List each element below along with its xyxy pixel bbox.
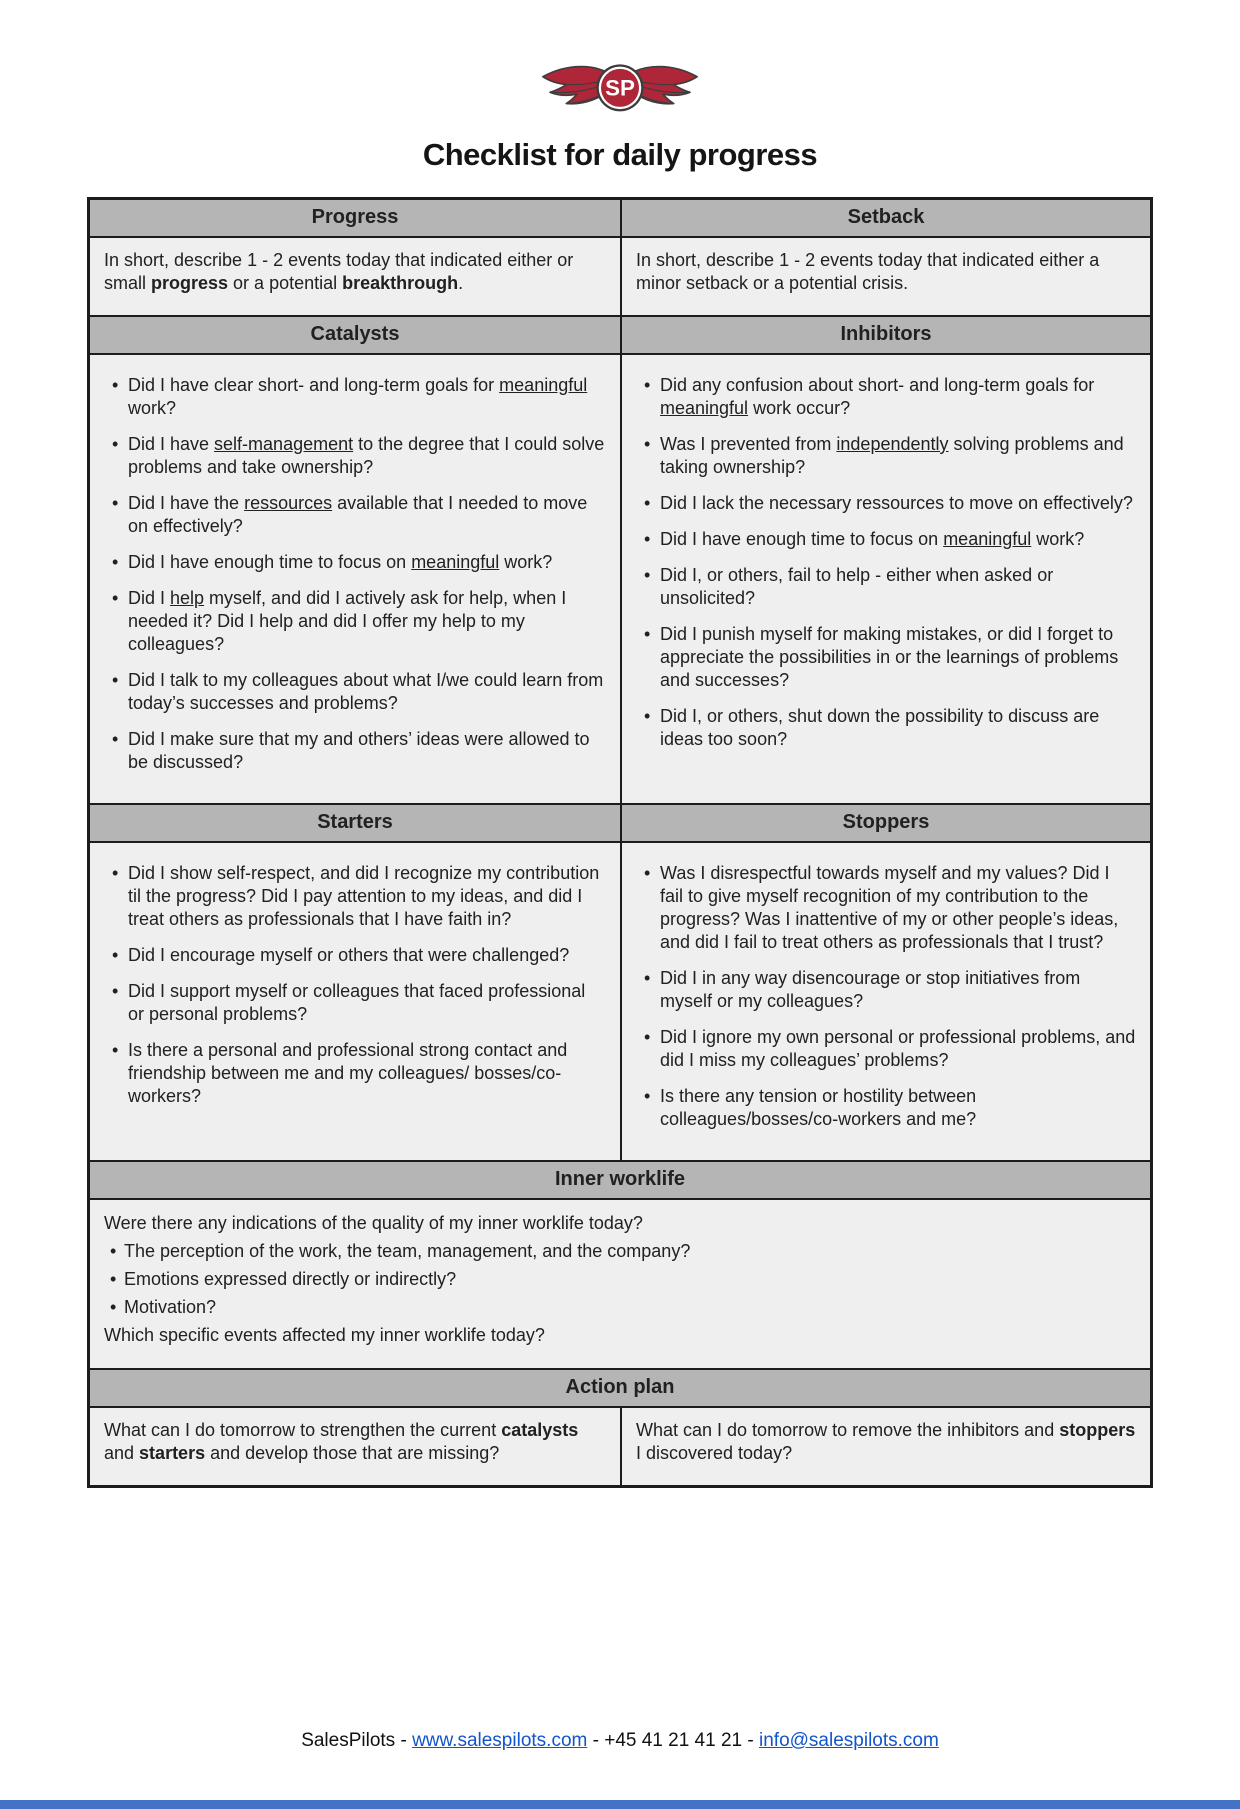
text-segment: The perception of the work, the team, management, and the company?: [124, 1241, 691, 1261]
text-segment: Did I ignore my own personal or professional problems, and did I miss my colleagues’ problems?: [660, 1027, 1136, 1070]
text-line: [636, 1419, 1136, 1465]
text-segment: In short, describe 1 - 2 events today that indicated either a minor setback or a potential crisis.: [636, 250, 1100, 293]
text-segment: Is there any tension or hostility between colleagues/bosses/co-workers and me?: [660, 1086, 977, 1129]
bullet-item: [104, 728, 606, 774]
text-segment: Did I punish myself for making mistakes, or did I forget to appreciate the possibilities in or the learnings of problems and successes?: [660, 624, 1119, 690]
text-segment: and develop those that are missing?: [205, 1443, 500, 1463]
bullet-item: [636, 492, 1136, 515]
bullet-item: [104, 374, 606, 420]
table-row: [90, 803, 1150, 841]
section-header-label: Stoppers: [842, 811, 930, 833]
table-row: [90, 353, 1150, 803]
text-segment: self-management: [214, 434, 354, 454]
action-plan-right: [620, 1408, 1150, 1485]
text-segment: Did I have enough time to focus on: [128, 552, 412, 572]
text-segment: Did I, or others, fail to help - either when asked or unsolicited?: [660, 565, 1054, 608]
inner-worklife-content: [90, 1200, 1150, 1368]
text-segment: Did any confusion about short- and long-term goals for: [660, 375, 1095, 395]
text-segment: Is there a personal and professional strong contact and friendship between me and my colleagues/ bosses/co-workers?: [128, 1040, 568, 1106]
table-row: [90, 315, 1150, 353]
section-header-label: Action plan: [565, 1376, 675, 1398]
text-segment: work?: [128, 398, 177, 418]
action-plan-left: [90, 1408, 620, 1485]
text-segment: I discovered today?: [636, 1443, 793, 1463]
starters-list: [90, 843, 620, 1160]
text-line: [104, 1419, 606, 1465]
page-title: Checklist for daily progress: [422, 137, 818, 172]
footer: [0, 1730, 1240, 1752]
table-row: [90, 1368, 1150, 1406]
text-segment: Did I encourage myself or others that were challenged?: [128, 945, 570, 965]
section-header-inhibitors: [620, 317, 1150, 353]
table-row: [90, 1160, 1150, 1198]
wings-logo-icon: [536, 56, 704, 122]
bullet-item: [104, 944, 606, 967]
section-header-label: Setback: [847, 206, 925, 228]
text-segment: Was I disrespectful towards myself and my values? Did I fail to give myself recognition of my contribution to the progress? Was I inattentive of my or other people’s ideas, and did I fail to treat others as professionals that I trust?: [660, 863, 1119, 952]
text-segment: Did I make sure that my and others’ ideas were allowed to be discussed?: [128, 729, 590, 772]
table-row: [90, 200, 1150, 236]
text-segment: meaningful: [499, 375, 588, 395]
section-header-label: Progress: [311, 206, 399, 228]
text-segment: .: [458, 273, 464, 293]
bottom-accent-bar: [0, 1800, 1240, 1809]
text-segment: Were there any indications of the quality of my inner worklife today?: [104, 1213, 643, 1233]
text-segment: breakthrough: [342, 273, 459, 293]
bullet-item: [636, 967, 1136, 1013]
bullet-item: [636, 705, 1136, 751]
text-segment: catalysts: [501, 1420, 579, 1440]
footer-link-email[interactable]: info@salespilots.com: [759, 1730, 939, 1751]
bullet-item: [104, 1296, 1136, 1319]
bullet-item: [104, 433, 606, 479]
text-segment: What can I do tomorrow to remove the inhibitors and: [636, 1420, 1060, 1440]
text-segment: Was I prevented from: [660, 434, 837, 454]
bullet-item: [636, 564, 1136, 610]
section-header-action-plan: [90, 1370, 1150, 1406]
text-segment: meaningful: [411, 552, 500, 572]
text-segment: work occur?: [748, 398, 851, 418]
bullet-item: [636, 862, 1136, 954]
text-segment: work?: [499, 552, 553, 572]
text-segment: What can I do tomorrow to strengthen the current: [104, 1420, 502, 1440]
bullet-item: [104, 669, 606, 715]
text-segment: or a potential: [228, 273, 343, 293]
section-header-inner-worklife: [90, 1162, 1150, 1198]
bullet-item: [104, 587, 606, 656]
setback-description: [620, 238, 1150, 315]
text-segment: starters: [139, 1443, 206, 1463]
text-line: [104, 249, 606, 295]
salespilots-logo: [535, 56, 705, 127]
bullet-item: [636, 433, 1136, 479]
text-segment: myself, and did I actively ask for help, when I needed it? Did I help and did I offer my help to my colleagues?: [128, 588, 567, 654]
text-segment: Did I talk to my colleagues about what I/we could learn from today’s successes and problems?: [128, 670, 604, 713]
table-row: [90, 236, 1150, 315]
table-row: [90, 1406, 1150, 1485]
text-segment: Did I have the: [128, 493, 245, 513]
text-segment: Did I support myself or colleagues that faced professional or personal problems?: [128, 981, 586, 1024]
footer-link-website[interactable]: www.salespilots.com: [412, 1730, 588, 1751]
text-segment: solving problems and taking ownership?: [660, 434, 1124, 477]
section-header-stoppers: [620, 805, 1150, 841]
bullet-item: [104, 492, 606, 538]
bullet-item: [636, 1026, 1136, 1072]
section-header-label: Inner worklife: [554, 1168, 686, 1190]
logo-initials: SP: [605, 75, 635, 101]
text-segment: Did I have clear short- and long-term goals for: [128, 375, 500, 395]
table-row: [90, 841, 1150, 1160]
bullet-item: [636, 374, 1136, 420]
text-segment: independently: [836, 434, 949, 454]
text-segment: Did I, or others, shut down the possibility to discuss are ideas too soon?: [660, 706, 1100, 749]
text-segment: Did I have: [128, 434, 215, 454]
section-header-label: Starters: [317, 811, 393, 833]
checklist-table: [87, 197, 1153, 1488]
bullet-item: [636, 1085, 1136, 1131]
text-segment: and: [104, 1443, 140, 1463]
section-header-progress: [90, 200, 620, 236]
text-segment: Did I lack the necessary ressources to move on effectively?: [660, 493, 1133, 513]
section-header-catalysts: [90, 317, 620, 353]
section-header-starters: [90, 805, 620, 841]
text-segment: available that I needed to move on effectively?: [128, 493, 588, 536]
section-header-setback: [620, 200, 1150, 236]
text-segment: help: [170, 588, 205, 608]
text-segment: ressources: [244, 493, 333, 513]
text-segment: work?: [1031, 529, 1085, 549]
section-header-label: Catalysts: [310, 323, 400, 345]
progress-description: [90, 238, 620, 315]
text-segment: Did I show self-respect, and did I recognize my contribution til the progress? Did I pay attention to my ideas, and did I treat others as professionals that I have faith in?: [128, 863, 600, 929]
text-segment: Emotions expressed directly or indirectly?: [124, 1269, 457, 1289]
text-segment: meaningful: [660, 398, 749, 418]
bullet-item: [104, 551, 606, 574]
inhibitors-list: [620, 355, 1150, 803]
text-segment: Which specific events affected my inner worklife today?: [104, 1325, 545, 1345]
bullet-item: [636, 623, 1136, 692]
text-segment: meaningful: [943, 529, 1032, 549]
text-line: [636, 249, 1136, 295]
text-segment: stoppers: [1059, 1420, 1136, 1440]
bullet-item: [104, 1039, 606, 1108]
bullet-item: [636, 528, 1136, 551]
table-row: [90, 1198, 1150, 1368]
section-header-label: Inhibitors: [840, 323, 932, 345]
text-segment: Did I have enough time to focus on: [660, 529, 944, 549]
text-segment: Motivation?: [124, 1297, 217, 1317]
text-segment: Did I: [128, 588, 171, 608]
bullet-item: [104, 1268, 1136, 1291]
text-segment: to the degree that I could solve problems and take ownership?: [128, 434, 605, 477]
text-line: [104, 1324, 1136, 1347]
text-line: [104, 1212, 1136, 1235]
bullet-item: [104, 980, 606, 1026]
bullet-item: [104, 1240, 1136, 1263]
footer-text: - +45 41 21 41 21 -: [587, 1730, 759, 1751]
text-segment: progress: [151, 273, 229, 293]
stoppers-list: [620, 843, 1150, 1160]
footer-text: SalesPilots -: [301, 1730, 413, 1751]
text-segment: Did I in any way disencourage or stop initiatives from myself or my colleagues?: [660, 968, 1081, 1011]
bullet-item: [104, 862, 606, 931]
text-segment: In short, describe 1 - 2 events today that indicated either or small: [104, 250, 574, 293]
catalysts-list: [90, 355, 620, 803]
